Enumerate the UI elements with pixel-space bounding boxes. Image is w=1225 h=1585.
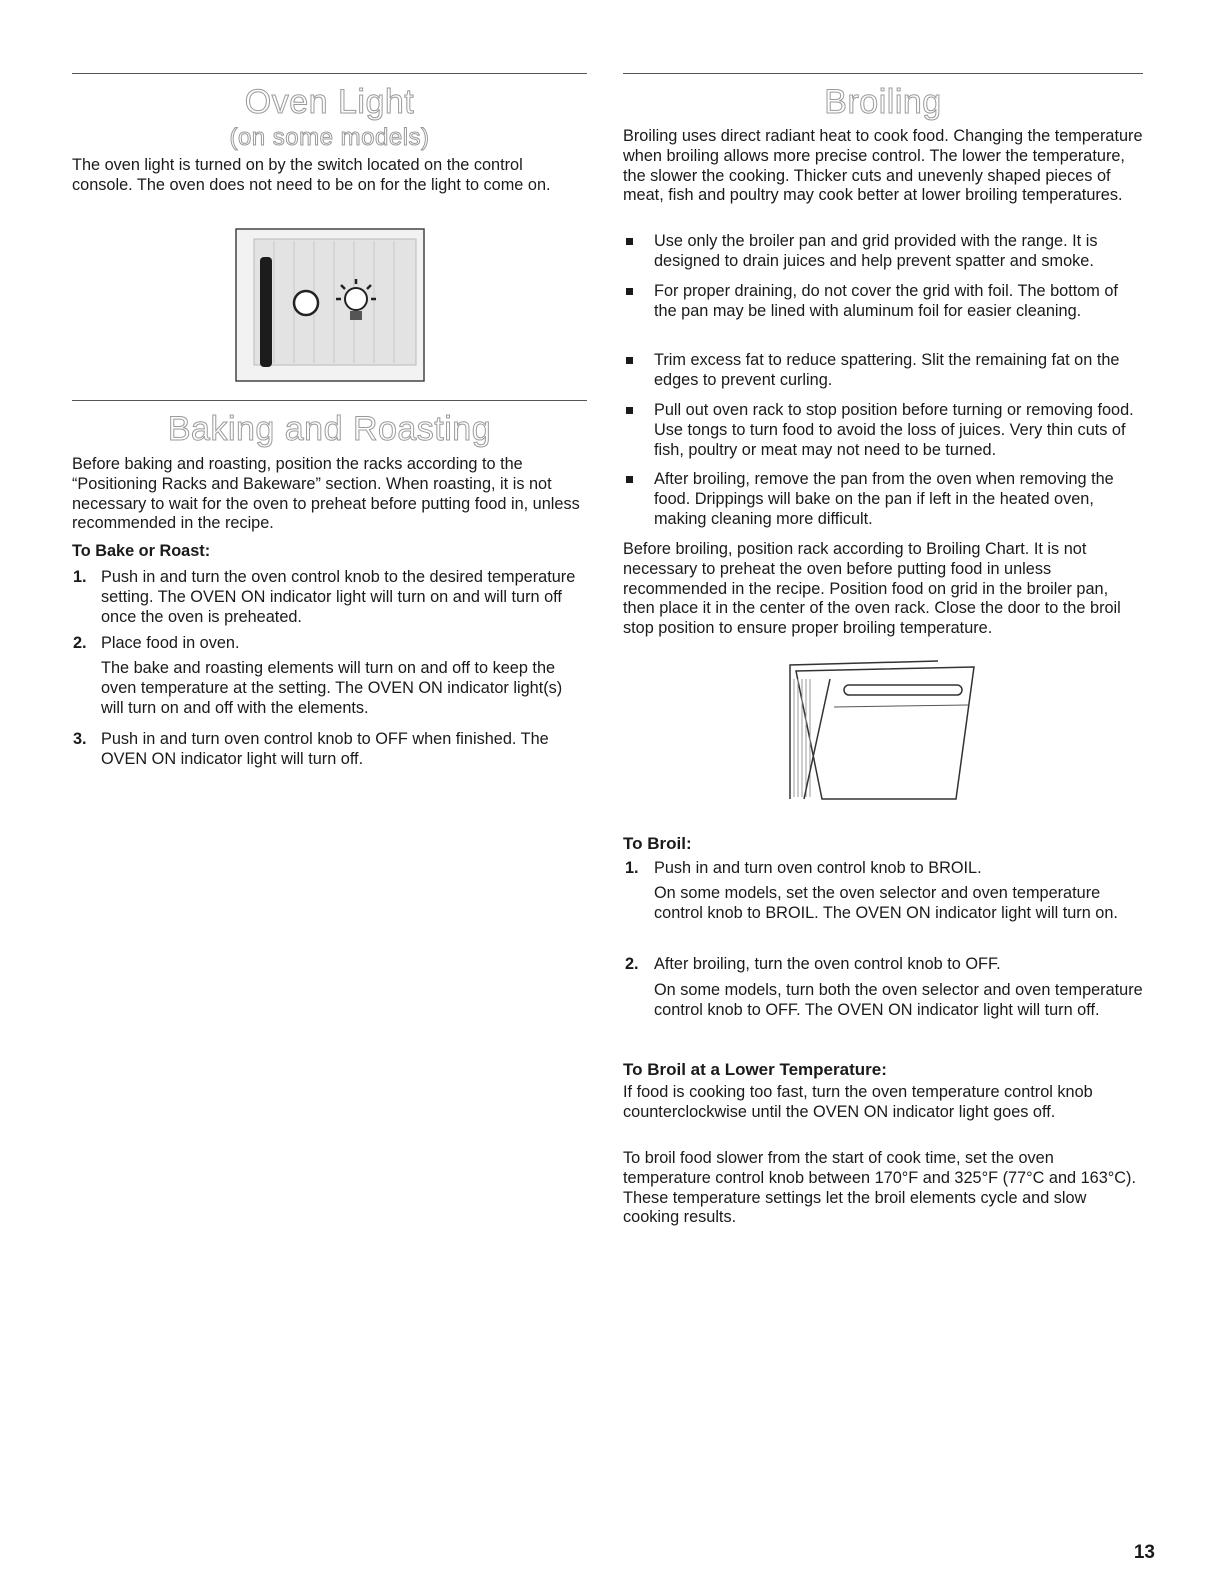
bake-step-1: Push in and turn the oven control knob to the desired temperature setting. The OVEN ON indicator light will turn on and will turn off once the oven is preheated. (101, 568, 576, 626)
oven-light-body: The oven light is turned on by the switch located on the control console. The oven does not need to be on for the light to come on. (72, 156, 551, 194)
bullet-icon (626, 238, 633, 245)
broil-step-1-note: On some models, set the oven selector and oven temperature control knob to BROIL. The OVEN ON indicator light will turn on. (654, 884, 1118, 922)
broiling-title: Broiling (824, 83, 942, 121)
broiling-intro: Broiling uses direct radiant heat to cook food. Changing the temperature when broiling allows more precise control. The lower the temperature, the slower the cooking. Thicker cuts and unevenly shaped pieces of meat, fish and poultry may cook better at lower broiling temperatures. (623, 127, 1143, 205)
top-rule-left (72, 73, 587, 74)
baking-title: Baking and Roasting (167, 410, 492, 448)
broil-bullet-4: Pull out oven rack to stop position before turning or removing food. Use tongs to turn food to avoid the loss of juices. Very thin cuts of fish, poultry or meat may not need to be turned. (654, 401, 1134, 459)
bullet-icon (626, 407, 633, 414)
to-broil-subhead: To Broil: (623, 834, 692, 853)
light-switch-illustration (234, 227, 426, 383)
broil-bullet-2: For proper draining, do not cover the grid with foil. The bottom of the pan may be lined with aluminum foil for easier cleaning. (654, 282, 1118, 320)
broil-bullet-1: Use only the broiler pan and grid provided with the range. It is designed to drain juices and help prevent spatter and smoke. (654, 232, 1098, 270)
oven-light-title: Oven Light (244, 83, 415, 121)
broil-step-2: After broiling, turn the oven control knob to OFF. (654, 955, 1001, 973)
broil-step-2-note: On some models, turn both the oven selector and oven temperature control knob to OFF. The OVEN ON indicator light will turn off. (654, 981, 1143, 1019)
step-number: 2. (625, 955, 639, 973)
broil-positioning: Before broiling, position rack according to Broiling Chart. It is not necessary to preheat the oven before putting food in unless recommended in the recipe. Position food on grid in the broiler pan, then place it in the center of the oven rack. Close the door to the broil stop position to ensure proper broiling temperature. (623, 540, 1121, 638)
lower-temp-para-2: To broil food slower from the start of cook time, set the oven temperature control knob between 170°F and 325°F (77°C and 163°C). These temperature settings let the broil elements cycle and slow cooking results. (623, 1149, 1136, 1227)
bullet-icon (626, 288, 633, 295)
broil-bullet-5: After broiling, remove the pan from the oven when removing the food. Drippings will bake on the pan if left in the heated oven, making cleaning more difficult. (654, 470, 1114, 528)
bullet-icon (626, 476, 633, 483)
page-number: 13 (1133, 1542, 1155, 1563)
oven-door-illustration (786, 659, 976, 801)
step-number: 3. (73, 730, 87, 748)
broil-bullet-3: Trim excess fat to reduce spattering. Slit the remaining fat on the edges to prevent curling. (654, 351, 1120, 389)
top-rule-right (623, 73, 1143, 74)
step-number: 1. (73, 568, 87, 586)
oven-light-subtitle: (on some models) (229, 124, 430, 151)
lower-temp-subhead: To Broil at a Lower Temperature: (623, 1060, 887, 1079)
bake-roast-subhead: To Bake or Roast: (72, 542, 211, 560)
baking-intro: Before baking and roasting, position the racks according to the “Positioning Racks and Bakeware” section. When roasting, it is not necessary to wait for the oven to preheat before putting food in, unless recommended in the recipe. (72, 455, 580, 533)
bake-step-2-note: The bake and roasting elements will turn on and off to keep the oven temperature at the setting. The OVEN ON indicator light(s) will turn on and off with the elements. (101, 659, 563, 717)
bake-step-3: Push in and turn oven control knob to OFF when finished. The OVEN ON indicator light will turn off. (101, 730, 549, 768)
step-number: 2. (73, 634, 87, 652)
broil-step-1: Push in and turn oven control knob to BROIL. (654, 859, 982, 877)
rule-baking (72, 400, 587, 401)
bullet-icon (626, 357, 633, 364)
step-number: 1. (625, 859, 639, 877)
lower-temp-para-1: If food is cooking too fast, turn the oven temperature control knob counterclockwise until the OVEN ON indicator light goes off. (623, 1083, 1093, 1121)
bake-step-2: Place food in oven. (101, 634, 240, 652)
